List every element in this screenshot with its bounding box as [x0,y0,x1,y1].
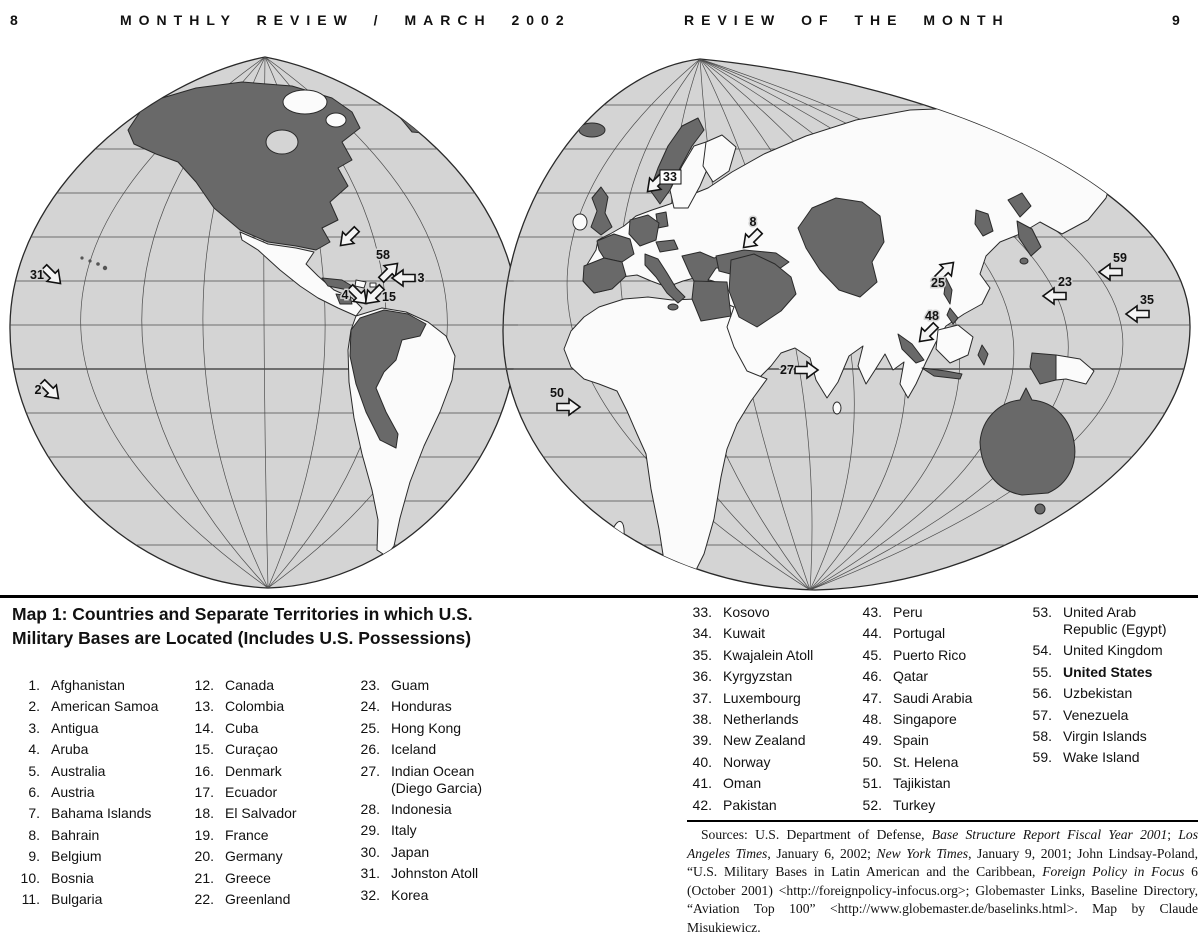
sources-note [687,826,1198,938]
legend-item-number: 53. [1032,604,1052,620]
page-number-right: 9 [1172,12,1180,28]
legend-item-name: St. Helena [893,753,959,770]
legend-item-name: Germany [225,848,283,865]
legend-column-1 [12,677,158,912]
legend-item-name: Greece [225,869,271,886]
legend-item [186,870,297,887]
legend-item [12,827,158,844]
sri-lanka-shape [833,402,841,414]
japan-kyushu-shape [1020,258,1028,264]
legend-item-number: 32. [360,886,380,903]
puerto-rico-shape [370,283,376,287]
source-text: Sources: U.S. Department of Defense, [701,827,932,842]
legend-item-number: 44. [862,625,882,642]
legend-item [352,741,482,758]
legend-item [12,891,158,908]
legend-item-name: United Kingdom [1063,642,1163,659]
legend-item-name: Australia [51,762,106,779]
legend-item [352,887,482,904]
legend-item-number: 48. [862,710,882,727]
legend-item [854,711,972,728]
legend-item [1024,664,1167,681]
arctic-island-shape [283,90,327,114]
legend-item-number: 54. [1032,642,1052,659]
legend-item [186,763,297,780]
legend-item-number: 1. [28,677,40,693]
legend-item [12,805,158,822]
legend-item [854,690,972,707]
marker-label: 3 [417,271,425,285]
legend-item-number: 20. [194,848,214,865]
legend-item-number: 52. [862,796,882,813]
legend-item-number: 34. [692,625,712,642]
legend-item-name: Kosovo [723,604,770,620]
legend-item-number: 58. [1032,727,1052,744]
legend-item [352,677,482,694]
legend-item [684,668,813,685]
legend-item-number: 47. [862,689,882,706]
legend-item-number: 26. [360,741,380,758]
legend-item-number: 29. [360,822,380,839]
new-zealand-north-shape [1103,487,1117,504]
legend-item [1024,707,1167,724]
legend-item-name: Bahrain [51,826,100,843]
legend-item-number: 41. [692,775,712,792]
legend-item-number: 51. [862,775,882,792]
legend-item [186,827,297,844]
legend-item-name: Kuwait [723,625,766,642]
legend-item-number: 10. [20,869,40,886]
legend-item-number: 2. [28,698,40,715]
legend-item-number: 16. [194,762,214,779]
legend-item-name: New Zealand [723,732,806,749]
legend-item-name: Denmark [225,762,282,779]
legend-item-name: American Samoa [51,698,159,715]
legend-item-number: 45. [862,646,882,663]
page-number-left: 8 [10,12,18,28]
legend-item-number: 14. [194,719,214,736]
legend-item-number: 3. [28,719,40,736]
map-title [12,602,542,650]
marker-label: 2 [34,383,42,397]
legend-item-name: Greenland [225,890,291,907]
legend-item-number: 39. [692,732,712,749]
legend-item [1024,604,1167,638]
legend-item [684,797,813,814]
legend-item-number: 22. [194,890,214,907]
legend-item [854,775,972,792]
marker-label: 48 [925,309,939,323]
legend-item-number: 31. [360,865,380,882]
legend-column-6 [1024,604,1167,771]
legend-item [12,870,158,887]
legend-item-number: 49. [862,732,882,749]
sources-rule [687,820,1198,822]
legend-item [854,604,972,621]
legend-item-name: Singapore [893,710,957,727]
legend-item-name: Luxembourg [723,689,801,706]
legend-item-name: Tajikistan [893,775,951,792]
legend-item-number: 13. [194,698,214,715]
legend-item-name: Korea [391,886,429,903]
legend-item [854,668,972,685]
marker-label: 4 [341,288,349,302]
legend-item-name: El Salvador [225,805,297,822]
legend-item [684,732,813,749]
legend-item [1024,728,1167,745]
marker-label: 35 [1140,293,1154,307]
legend-item-number: 15. [194,741,214,758]
legend-item-number: 28. [360,800,380,817]
legend-item [12,698,158,715]
running-head-right: REVIEW OF THE MONTH [684,12,1010,28]
legend-item-number: 59. [1032,749,1052,766]
legend-item [352,801,482,818]
legend-item [12,677,158,694]
marker-label: 33 [663,170,677,184]
legend-item-name: Johnston Atoll [391,865,479,882]
marker-label: 23 [1058,275,1072,289]
legend-item-name: Puerto Rico [893,646,967,663]
arctic-island-shape [326,113,346,127]
legend-item [854,732,972,749]
marker-label: 50 [550,386,564,400]
hispaniola-shape [355,280,366,288]
map-title-line1: Map 1: Countries and Separate Territories in which U.S. [12,604,473,624]
legend-item-number: 30. [360,843,380,860]
marker-label: 58 [376,248,390,262]
legend-item-name: United States [1063,663,1153,680]
legend-column-3 [352,677,482,908]
madagascar-shape [605,520,627,564]
legend-item [352,720,482,737]
legend-item-name: Kyrgyzstan [723,668,793,685]
legend-item-number: 12. [194,677,214,693]
legend-item [684,754,813,771]
legend-item-number: 4. [28,741,40,758]
legend-item [1024,685,1167,702]
map-title-line2: Military Bases are Located (Includes U.S. Possessions) [12,628,472,648]
legend-column-5 [854,604,972,818]
legend-item [186,805,297,822]
legend-item [684,775,813,792]
legend-item [854,647,972,664]
legend-item-name: France [225,826,269,843]
legend-item [1024,749,1167,766]
legend-item-name: Ecuador [225,783,278,800]
legend-item [186,848,297,865]
legend-item-name: Virgin Islands [1063,727,1147,744]
legend-item-number: 9. [28,848,40,865]
marker-label: 25 [931,276,945,290]
legend-item [186,698,297,715]
legend-column-2 [186,677,297,912]
legend-item [12,763,158,780]
legend-item-number: 38. [692,710,712,727]
legend-item [186,784,297,801]
legend-item-number: 56. [1032,685,1052,702]
legend-item-name: Turkey [893,796,936,813]
marker-label: 15 [382,290,396,304]
source-text: 6 (October 2001) <http://foreignpolicy-infocus.org>; Globemaster Links, Baseline Directory, “Aviation Top 100” <http://www.globemaster.de/baselinks.html>. Map by Claude Misukiewicz. [687,864,1198,935]
legend-item-name: Bosnia [51,869,94,886]
legend-item-name: Guam [391,677,430,693]
legend-item-number: 24. [360,698,380,715]
legend-item-name: Wake Island [1063,749,1140,766]
legend-item-number: 6. [28,783,40,800]
legend-item-number: 21. [194,869,214,886]
legend-item [684,625,813,642]
legend-item-name: Austria [51,783,95,800]
legend-item-number: 27. [360,762,380,779]
legend-item-name: Curaçao [225,741,278,758]
legend-item-name: Colombia [225,698,285,715]
legend-item-number: 40. [692,753,712,770]
legend-item-name: Uzbekistan [1063,685,1133,702]
source-text: , January 6, 2002; [767,845,877,861]
legend-item-name: Oman [723,775,762,792]
legend-item-number: 35. [692,646,712,663]
legend-item-name: Indian Ocean (Diego Garcia) [391,762,483,796]
tasmania-shape [1035,504,1045,514]
new-zealand-south-shape [1090,508,1111,530]
ireland-shape [573,214,587,230]
legend-item-number: 17. [194,783,214,800]
legend-item [12,720,158,737]
legend-item [352,763,482,797]
legend-item [684,647,813,664]
greenland-east-shape [560,68,612,108]
legend-item [352,844,482,861]
hudson-bay-shape [266,130,298,154]
marker-label: 8 [749,215,757,229]
legend-item-name: United Arab Republic (Egypt) [1063,604,1167,637]
legend-item-name: Norway [723,753,771,770]
legend-item [684,711,813,728]
legend-item-name: Qatar [893,668,929,685]
legend-item-name: Portugal [893,625,946,642]
legend-item-number: 18. [194,805,214,822]
legend-item [854,754,972,771]
legend-item-name: Peru [893,604,923,620]
sicily-shape [668,304,678,310]
legend-item-name: Canada [225,677,275,693]
legend-item [12,741,158,758]
legend-item-name: Cuba [225,719,259,736]
legend-item-name: Bahama Islands [51,805,152,822]
legend-item [186,720,297,737]
legend-item-number: 7. [28,805,40,822]
legend-item [352,698,482,715]
legend-item-number: 5. [28,762,40,779]
legend-item-name: Netherlands [723,710,799,727]
legend-item [1024,642,1167,659]
source-text: , January 9, 2001; John Lindsay-Poland, “U.S. Military Bases in Latin American and the Caribbean, [687,845,1198,880]
source-title-italic: Los Angeles Times [687,827,1198,861]
world-map [0,50,1200,598]
source-title-italic: Base Structure Report Fiscal Year 2001 [931,827,1168,842]
source-title-italic: Foreign Policy in Focus [1042,864,1185,880]
map-caption-rule [0,595,1198,598]
legend-item-number: 36. [692,668,712,685]
legend-item [684,690,813,707]
legend-item-name: Antigua [51,719,99,736]
legend-item-number: 11. [21,890,40,907]
legend-item-number: 19. [194,826,214,843]
legend-item-name: Kwajalein Atoll [723,646,814,663]
source-title-italic: New York Times [876,845,969,861]
marker-label: 27 [780,363,794,377]
legend-item-number: 46. [862,668,882,685]
legend-item-name: Indonesia [391,800,452,817]
marker-label: 31 [30,268,44,282]
legend-item-number: 37. [692,689,712,706]
legend-item-name: Aruba [51,741,89,758]
legend-item [684,604,813,621]
legend-item-number: 33. [692,604,712,620]
legend-item [352,865,482,882]
legend-item-name: Honduras [391,698,452,715]
legend-item-number: 8. [28,826,40,843]
legend-item-number: 42. [692,796,712,813]
legend-item [854,797,972,814]
legend-item [352,822,482,839]
legend-item-number: 25. [360,719,380,736]
legend-item-number: 57. [1032,706,1052,723]
running-head-left: MONTHLY REVIEW / MARCH 2002 [120,12,571,28]
legend-item-number: 55. [1032,663,1052,680]
legend-item [854,625,972,642]
legend-item-name: Iceland [391,741,437,758]
legend-item [12,848,158,865]
legend-column-4 [684,604,813,818]
legend-item-name: Pakistan [723,796,777,813]
legend-item [186,891,297,908]
legend-item-name: Spain [893,732,929,749]
marker-label: 59 [1113,251,1127,265]
legend-item [186,741,297,758]
legend-item-name: Venezuela [1063,706,1129,723]
legend-item-name: Belgium [51,848,102,865]
legend-item [12,784,158,801]
legend-item [186,677,297,694]
legend-item-name: Japan [391,843,430,860]
legend-item-name: Hong Kong [391,719,462,736]
legend-item-number: 50. [862,753,882,770]
legend-item-name: Afghanistan [51,677,125,693]
legend-item-name: Italy [391,822,417,839]
legend-item-number: 43. [862,604,882,620]
legend-item-number: 23. [360,677,380,693]
legend-item-name: Bulgaria [51,890,103,907]
legend-item-name: Saudi Arabia [893,689,973,706]
source-text: ; [1167,827,1179,842]
